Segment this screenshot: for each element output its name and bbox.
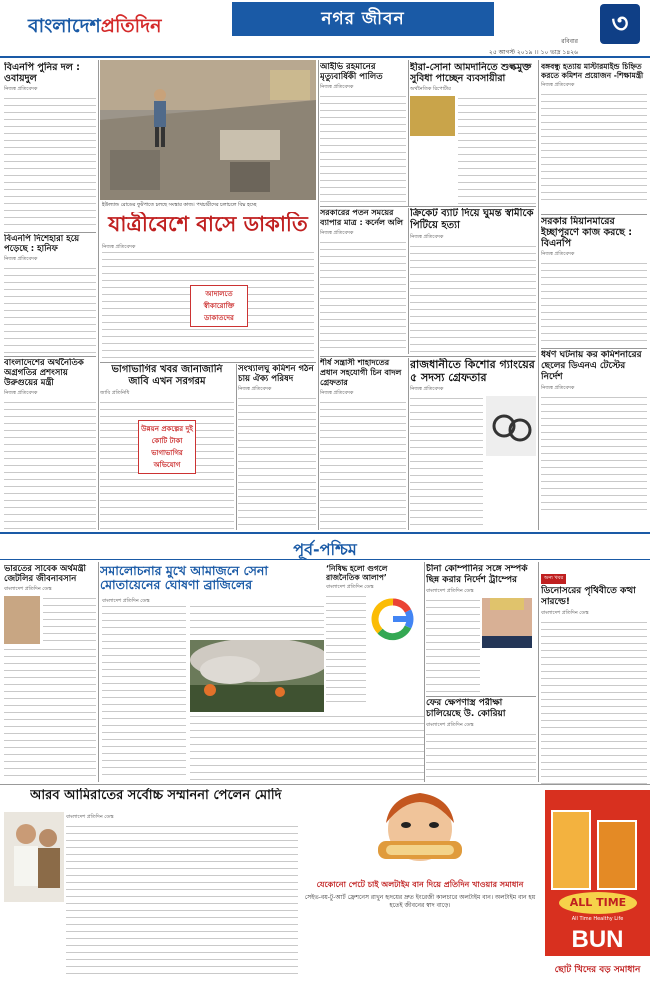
headline: ক্রিকেট ব্যাট দিয়ে ঘুমন্ত স্বামীকে পিটিয়ে হত্যা xyxy=(410,208,534,231)
column-divider xyxy=(236,364,237,530)
story-divider xyxy=(541,348,647,349)
column-divider xyxy=(408,60,409,206)
headline: আরব আমিরাতের সর্বোচ্চ সম্মাননা পেলেন মোদি xyxy=(30,788,282,803)
forest-fire-photo xyxy=(190,640,324,712)
byline: নিজস্ব প্রতিবেদক xyxy=(238,386,272,392)
ad-body: সেইভ-বয়-টু-আর্ট ফ্রেশনেস রাখুন হৃদয়ের দ্রুত ইংরেজী কালচারে অলটাইম বান। অলটাইম বান হয় হতেই জীবনের স্বাদ বাড়ে। xyxy=(304,894,536,909)
headline: ‘নিষিদ্ধ হলো গুগলে রাজনৈতিক আলাপ’ xyxy=(326,564,388,582)
story-bnp-unity[interactable] xyxy=(4,62,96,230)
story-power[interactable] xyxy=(320,208,406,354)
bun-advert[interactable] xyxy=(545,790,650,984)
trump-portrait xyxy=(482,598,532,648)
story-divider xyxy=(4,356,96,357)
story-gold[interactable] xyxy=(410,62,536,204)
story-divider xyxy=(320,356,536,357)
story-extra[interactable] xyxy=(541,564,647,784)
story-google[interactable] xyxy=(326,564,422,714)
extra-tag: অন্য খবর xyxy=(541,574,566,584)
day-label: রবিবার xyxy=(561,38,578,45)
page-number: ৩ xyxy=(600,4,640,44)
brand-all-time: ALL TIME xyxy=(559,892,637,914)
headline: রাজধানীতে কিশোর গ্যাংয়ের ৫ সদস্য গ্রেফতার xyxy=(410,358,535,384)
section-title: নগর জীবন xyxy=(232,2,494,36)
headline: ভারতের সাবেক অর্থমন্ত্রী জেটলির জীবনাবসান xyxy=(4,564,86,584)
column-divider xyxy=(538,562,539,782)
body-text xyxy=(320,240,406,354)
body-text xyxy=(320,94,406,204)
story-economy[interactable] xyxy=(4,358,96,530)
story-trump[interactable] xyxy=(426,564,536,694)
byline: বাংলাদেশ প্রতিদিন ডেস্ক xyxy=(541,610,589,616)
logo-main: বাংলাদেশ xyxy=(28,15,101,37)
brand-tagline: All Time Healthy Life xyxy=(571,916,624,922)
headline: হীরা-সোনা আমদানিতে শুল্কমুক্ত সুবিধা পাচ্ছেন ব্যবসায়ীরা xyxy=(410,62,532,84)
story-myanmar[interactable] xyxy=(541,216,647,346)
story-mhrc[interactable] xyxy=(238,364,316,530)
jaitley-portrait xyxy=(4,596,40,644)
story-rape[interactable] xyxy=(541,350,647,530)
headline: ধর্ষণ ঘটনায় কর কমিশনারের ছেলের ডিএনএ টেস্টের নির্দেশ xyxy=(541,350,642,382)
newspaper-logo[interactable] xyxy=(28,12,161,44)
story-divider xyxy=(100,362,316,363)
bun-package-2 xyxy=(597,820,637,890)
story-divider xyxy=(541,214,647,215)
headline: আইভি রহমানের মৃত্যুবার্ষিকী পালিত xyxy=(320,62,383,82)
byline: বাংলাদেশ প্রতিদিন ডেস্ক xyxy=(426,588,474,594)
body-text xyxy=(326,594,366,704)
body-text xyxy=(541,620,647,784)
headline: চীনা কোম্পানির সঙ্গে সম্পর্ক ছিন্ন করার নির্দেশ ট্রাম্পের xyxy=(426,564,528,585)
body-text xyxy=(4,647,96,777)
section-banner-purbo-poschim xyxy=(0,532,650,560)
story-divider xyxy=(320,206,536,207)
pull-quote: উন্নয়ন প্রকল্পের দুই কোটি টাকা ভাগাভাগির অভিযোগ xyxy=(138,420,196,474)
ad-headline: যেকোনো পেটে চাই অলটাইম বান দিয়ে প্রতিদিন খাওয়ার সমাধান xyxy=(316,880,524,889)
date-block xyxy=(458,36,578,58)
story-teen-gang[interactable] xyxy=(410,358,536,530)
masthead xyxy=(0,0,650,58)
handcuff-illustration xyxy=(486,396,536,456)
body-text xyxy=(4,400,96,530)
story-divider xyxy=(426,696,536,697)
headline: সরকার মিয়ানমারের ইচ্ছাপূরণে কাজ করছে : বিএনপি xyxy=(541,216,632,249)
byline: নিজস্ব প্রতিবেদক xyxy=(410,386,444,392)
body-text xyxy=(66,824,298,980)
body-text xyxy=(190,714,424,780)
story-modi-body xyxy=(66,812,298,980)
body-text xyxy=(410,244,536,354)
headline: শীর্ষ সন্ত্রাসী শাহাদতের প্রধান সহযোগী চিন বাদল গ্রেফতার xyxy=(320,358,402,387)
story-amazon-body2 xyxy=(190,604,324,638)
story-amazon-body3 xyxy=(190,714,424,780)
street-photo xyxy=(100,60,316,200)
headline: সরকারের পতন সময়ের ব্যাপার মাত্র : কর্নেল অলি xyxy=(320,208,403,227)
story-amazon-headline[interactable] xyxy=(100,564,322,594)
byline: জাবি প্রতিনিধি xyxy=(100,390,130,396)
modi-photo xyxy=(4,812,64,902)
date-line: ২৫ আগস্ট ২০১৯ ।। ১০ ভাদ্র ১৪২৬ xyxy=(488,49,578,56)
byline: বাংলাদেশ প্রতিদিন ডেস্ক xyxy=(102,598,150,604)
body-text xyxy=(190,604,324,638)
gold-photo xyxy=(410,96,455,136)
body-text xyxy=(410,396,483,526)
headline: সংখ্যালঘু কমিশন গঠন চায় ঐক্য পরিষদ xyxy=(238,364,314,384)
story-aitai[interactable] xyxy=(320,62,406,204)
logo-sub: প্রতিদিন xyxy=(100,15,162,37)
section-divider xyxy=(0,784,650,785)
bun-slogan: ছোট খিদের বড় সমাধান xyxy=(545,956,650,984)
bun-package-1 xyxy=(551,810,591,890)
body-text xyxy=(320,400,406,530)
headline: যাত্রীবেশে বাসে ডাকাতি xyxy=(108,212,308,236)
story-korea[interactable] xyxy=(426,698,536,780)
headline: বঙ্গবন্ধু হত্যায় মাস্টারমাইন্ড চিহ্নিত করতে কমিশন প্রয়োজন -শিক্ষামন্ত্রী xyxy=(541,62,644,80)
body-text xyxy=(43,596,96,644)
column-divider xyxy=(98,562,99,782)
body-text xyxy=(238,396,316,526)
byline: নিজস্ব প্রতিবেদক xyxy=(4,256,38,262)
headline: বিএনপি দিশেহারা হয়ে পড়েছে : হানিফ xyxy=(4,234,80,254)
column-divider xyxy=(408,208,409,354)
story-divider xyxy=(4,232,96,233)
body-text xyxy=(4,266,96,354)
body-text xyxy=(541,92,647,200)
headline: সমালোচনার মুখে আমাজনে সেনা মোতায়েনের ঘোষণা ব্রাজিলের xyxy=(100,564,268,592)
story-bnp-failed[interactable] xyxy=(4,234,96,354)
byline: নিজস্ব প্রতিবেদক xyxy=(102,244,136,250)
google-logo xyxy=(368,594,418,644)
story-jaitley[interactable] xyxy=(4,564,96,780)
body-text xyxy=(426,598,480,694)
column-divider xyxy=(424,562,425,782)
body-text xyxy=(458,96,536,204)
section-title: পূর্ব-পশ্চিম xyxy=(293,540,357,559)
byline: বাংলাদেশ প্রতিদিন ডেস্ক xyxy=(66,814,114,820)
headline: বাংলাদেশের অর্থনৈতিক অগ্রগতির প্রশংসায় উরুগুয়ের মন্ত্রী xyxy=(4,358,84,388)
byline: বাংলাদেশ প্রতিদিন ডেস্ক xyxy=(4,586,52,592)
byline: নিজস্ব প্রতিবেদক xyxy=(541,385,575,391)
byline: বাংলাদেশ প্রতিদিন ডেস্ক xyxy=(426,722,474,728)
column-divider xyxy=(98,60,99,530)
headline: ফের ক্ষেপণাস্ত্র পরীক্ষা চালিয়েছে উ. কোরিয়া xyxy=(426,698,506,719)
byline: নিজস্ব প্রতিবেদক xyxy=(410,234,444,240)
byline: নিজস্ব প্রতিবেদক xyxy=(320,84,354,90)
byline: নিজস্ব প্রতিবেদক xyxy=(541,251,575,257)
byline: নিজস্ব প্রতিবেদক xyxy=(4,390,38,396)
body-text xyxy=(102,604,186,780)
pull-quote: আদালতে স্বীকারোক্তি ডাকাতদের xyxy=(190,285,248,327)
body-text xyxy=(426,732,536,780)
headline: বিএনপি পুনির দল : ওবায়দুল xyxy=(4,62,80,84)
byline: নিজস্ব প্রতিবেদক xyxy=(4,86,38,92)
body-text xyxy=(4,96,96,230)
story-bus-robbery-headline[interactable] xyxy=(100,212,316,238)
byline: বাংলাদেশ প্রতিদিন ডেস্ক xyxy=(326,584,374,590)
headline: ভাগাভাগির খবর জানাজানি জাবি এখন সরগরম xyxy=(111,364,223,387)
byline: নিজস্ব প্রতিবেদক xyxy=(320,390,354,396)
story-hall[interactable] xyxy=(541,62,647,212)
bun-advert-text[interactable] xyxy=(300,880,540,984)
photo-caption: ইউল্যান্ড রোডের ফুটপাতে চলছে সংস্কার কাজ। পথচারীদের চলাচলে বিঘ্ন হচ্ছে xyxy=(102,202,257,208)
ad-woman-illustration xyxy=(300,787,545,879)
byline: নিজস্ব প্রতিবেদক xyxy=(320,230,354,236)
story-cricket[interactable] xyxy=(410,208,536,354)
story-amazon-body xyxy=(102,604,186,780)
body-text xyxy=(541,395,647,515)
story-school[interactable] xyxy=(320,358,406,530)
byline: নিজস্ব প্রতিবেদক xyxy=(541,82,575,88)
column-divider xyxy=(318,60,319,530)
byline: অর্থনৈতিক রিপোর্টার xyxy=(410,86,451,92)
headline: ডিনোসরের পৃথিবীতে কত্থা সারল্ডে! xyxy=(541,586,636,607)
brand-bun: BUN xyxy=(571,926,624,953)
story-modi-headline[interactable] xyxy=(30,788,300,810)
body-text xyxy=(541,261,647,341)
column-divider xyxy=(408,358,409,530)
column-divider xyxy=(538,60,539,530)
